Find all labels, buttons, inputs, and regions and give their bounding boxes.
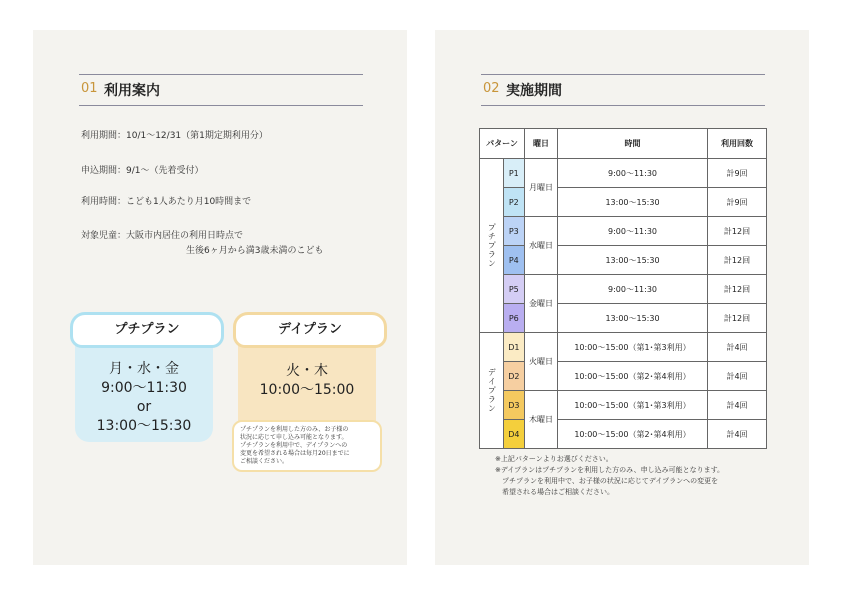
petit-plan-card (75, 320, 213, 442)
petit-plan-time1: 9:00〜11:30 (101, 380, 187, 396)
petit-plan-time2: 13:00〜15:30 (96, 418, 192, 434)
pattern-code: D4 (503, 420, 524, 449)
count-cell: 計4回 (708, 362, 767, 391)
left-page (33, 30, 407, 565)
eligible-children-line2: 生後6ヶ月から満3歳未満のこども (186, 246, 324, 256)
usage-hours: 利用時間：こども1人あたり月10時間まで (81, 197, 252, 207)
section-header-schedule (481, 74, 765, 106)
time-cell: 9:00〜11:30 (558, 275, 708, 304)
time-cell: 13:00〜15:30 (558, 246, 708, 275)
day-plan-note-line: ご相談ください。 (240, 458, 289, 465)
pattern-code: P6 (503, 304, 524, 333)
pattern-code: D2 (503, 362, 524, 391)
time-cell: 10:00〜15:00（第1･第3利用） (558, 391, 708, 420)
count-cell: 計12回 (708, 304, 767, 333)
section-number: 02 (483, 81, 500, 96)
table-row (480, 275, 767, 304)
table-row (480, 333, 767, 362)
time-cell: 10:00〜15:00（第2･第4利用） (558, 362, 708, 391)
header-count: 利用回数 (708, 129, 767, 159)
pattern-code: P1 (503, 159, 524, 188)
note-line: プチプランを利用中で、お子様の状況に応じてデイプランへの変更を (495, 477, 719, 485)
header-time: 時間 (558, 129, 708, 159)
day-plan-days: 火・木 (286, 363, 328, 379)
table-header-row (480, 129, 767, 159)
table-row (480, 159, 767, 188)
group-label-petit: プチプラン (480, 159, 504, 333)
day-plan-note (232, 420, 382, 472)
section-number: 01 (81, 81, 98, 96)
note-line: ※デイプランはプチプランを利用した方のみ、申し込み可能となります。 (495, 466, 725, 474)
time-cell: 13:00〜15:30 (558, 304, 708, 333)
application-period: 申込期間：9/1〜（先着受付） (81, 166, 204, 176)
weekday-cell: 月曜日 (525, 159, 558, 217)
day-plan-ribbon (233, 312, 387, 348)
day-plan-time: 10:00〜15:00 (259, 382, 355, 398)
count-cell: 計9回 (708, 159, 767, 188)
weekday-cell: 木曜日 (525, 391, 558, 449)
count-cell: 計12回 (708, 275, 767, 304)
section-header-usage (79, 74, 363, 106)
pattern-code: D1 (503, 333, 524, 362)
table-row (480, 246, 767, 275)
table-row (480, 391, 767, 420)
pattern-code: P3 (503, 217, 524, 246)
count-cell: 計4回 (708, 333, 767, 362)
time-cell: 10:00〜15:00（第1･第3利用） (558, 333, 708, 362)
note-line: ※上記パターンよりお選びください。 (495, 455, 613, 463)
pattern-code: P5 (503, 275, 524, 304)
group-label-day: デイプラン (480, 333, 504, 449)
day-plan-note-line: プチプランを利用した方のみ、お子様の (240, 426, 349, 433)
header-day: 曜日 (525, 129, 558, 159)
note-line: 希望される場合はご相談ください。 (495, 488, 614, 496)
eligible-children: 対象児童：大阪市内居住の利用日時点で (81, 231, 244, 241)
day-plan-note-line: 状況に応じて申し込み可能となります。 (240, 434, 348, 441)
day-plan-note-line: 変更を希望される場合は毎月20日までに (240, 450, 350, 457)
time-cell: 9:00〜11:30 (558, 217, 708, 246)
day-plan-label: デイプラン (278, 322, 342, 337)
pattern-code: P4 (503, 246, 524, 275)
table-row (480, 362, 767, 391)
petit-plan-label: プチプラン (114, 322, 180, 337)
petit-plan-ribbon (70, 312, 224, 348)
count-cell: 計9回 (708, 188, 767, 217)
day-plan-note-line: プチプランを利用中で、デイプランへの (240, 442, 348, 449)
header-pattern: パターン (480, 129, 525, 159)
count-cell: 計12回 (708, 246, 767, 275)
time-cell: 9:00〜11:30 (558, 159, 708, 188)
table-row (480, 188, 767, 217)
petit-plan-days: 月・水・金 (109, 361, 179, 377)
pattern-code: P2 (503, 188, 524, 217)
table-row (480, 420, 767, 449)
count-cell: 計4回 (708, 420, 767, 449)
right-page (435, 30, 809, 565)
pattern-code: D3 (503, 391, 524, 420)
time-cell: 10:00〜15:00（第2･第4利用） (558, 420, 708, 449)
weekday-cell: 水曜日 (525, 217, 558, 275)
count-cell: 計4回 (708, 391, 767, 420)
time-cell: 13:00〜15:30 (558, 188, 708, 217)
petit-plan-or: or (136, 399, 152, 415)
weekday-cell: 金曜日 (525, 275, 558, 333)
table-row (480, 304, 767, 333)
table-row (480, 217, 767, 246)
section-title: 利用案内 (104, 83, 160, 99)
count-cell: 計12回 (708, 217, 767, 246)
usage-period: 利用期間：10/1〜12/31（第1期定期利用分） (81, 131, 268, 141)
section-title: 実施期間 (506, 83, 562, 99)
weekday-cell: 火曜日 (525, 333, 558, 391)
schedule-table (479, 128, 767, 449)
